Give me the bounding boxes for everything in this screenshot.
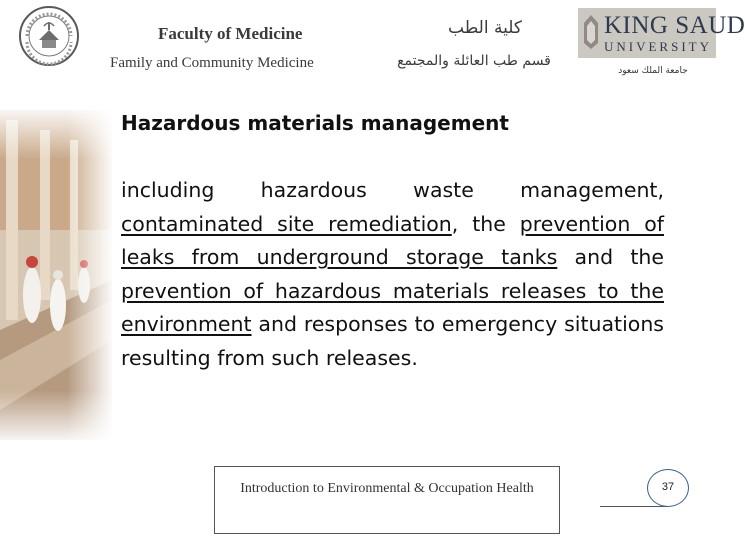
university-logo-line1: KING SAUD	[604, 12, 745, 39]
university-name-ar: جامعة الملك سعود	[618, 66, 688, 76]
body-text-underlined-segment: prevention of hazardous materials releases to the environment	[121, 278, 664, 336]
department-name-ar: قسم طب العائلة والمجتمع	[397, 53, 551, 69]
body-text-segment: including hazardous waste management,	[121, 178, 664, 202]
campus-photo	[0, 110, 112, 440]
slide-title: Hazardous materials management	[121, 111, 509, 135]
department-name-en: Family and Community Medicine	[110, 55, 314, 71]
page-number: 37	[647, 469, 689, 507]
footer-course-title: Introduction to Environmental & Occupation Health	[240, 481, 534, 496]
university-crest-icon	[582, 13, 600, 51]
body-text-segment: and the	[557, 245, 664, 269]
university-logo-line2: UNIVERSITY	[604, 39, 712, 54]
faculty-seal-logo	[18, 4, 80, 72]
faculty-name-en: Faculty of Medicine	[158, 24, 303, 43]
body-text-segment: and responses to emergency situations resulting from such releases.	[121, 312, 664, 370]
footer-box	[214, 466, 560, 534]
university-logo	[578, 8, 745, 58]
page-number-divider	[600, 506, 668, 534]
body-text-segment: , the	[451, 211, 520, 236]
body-text-underlined-segment: contaminated site remediation	[121, 211, 452, 236]
body-text-underlined-segment: prevention of leaks from underground storage tanks	[121, 211, 664, 269]
faculty-name-ar: كلية الطب	[448, 18, 522, 38]
slide-body	[121, 174, 664, 375]
